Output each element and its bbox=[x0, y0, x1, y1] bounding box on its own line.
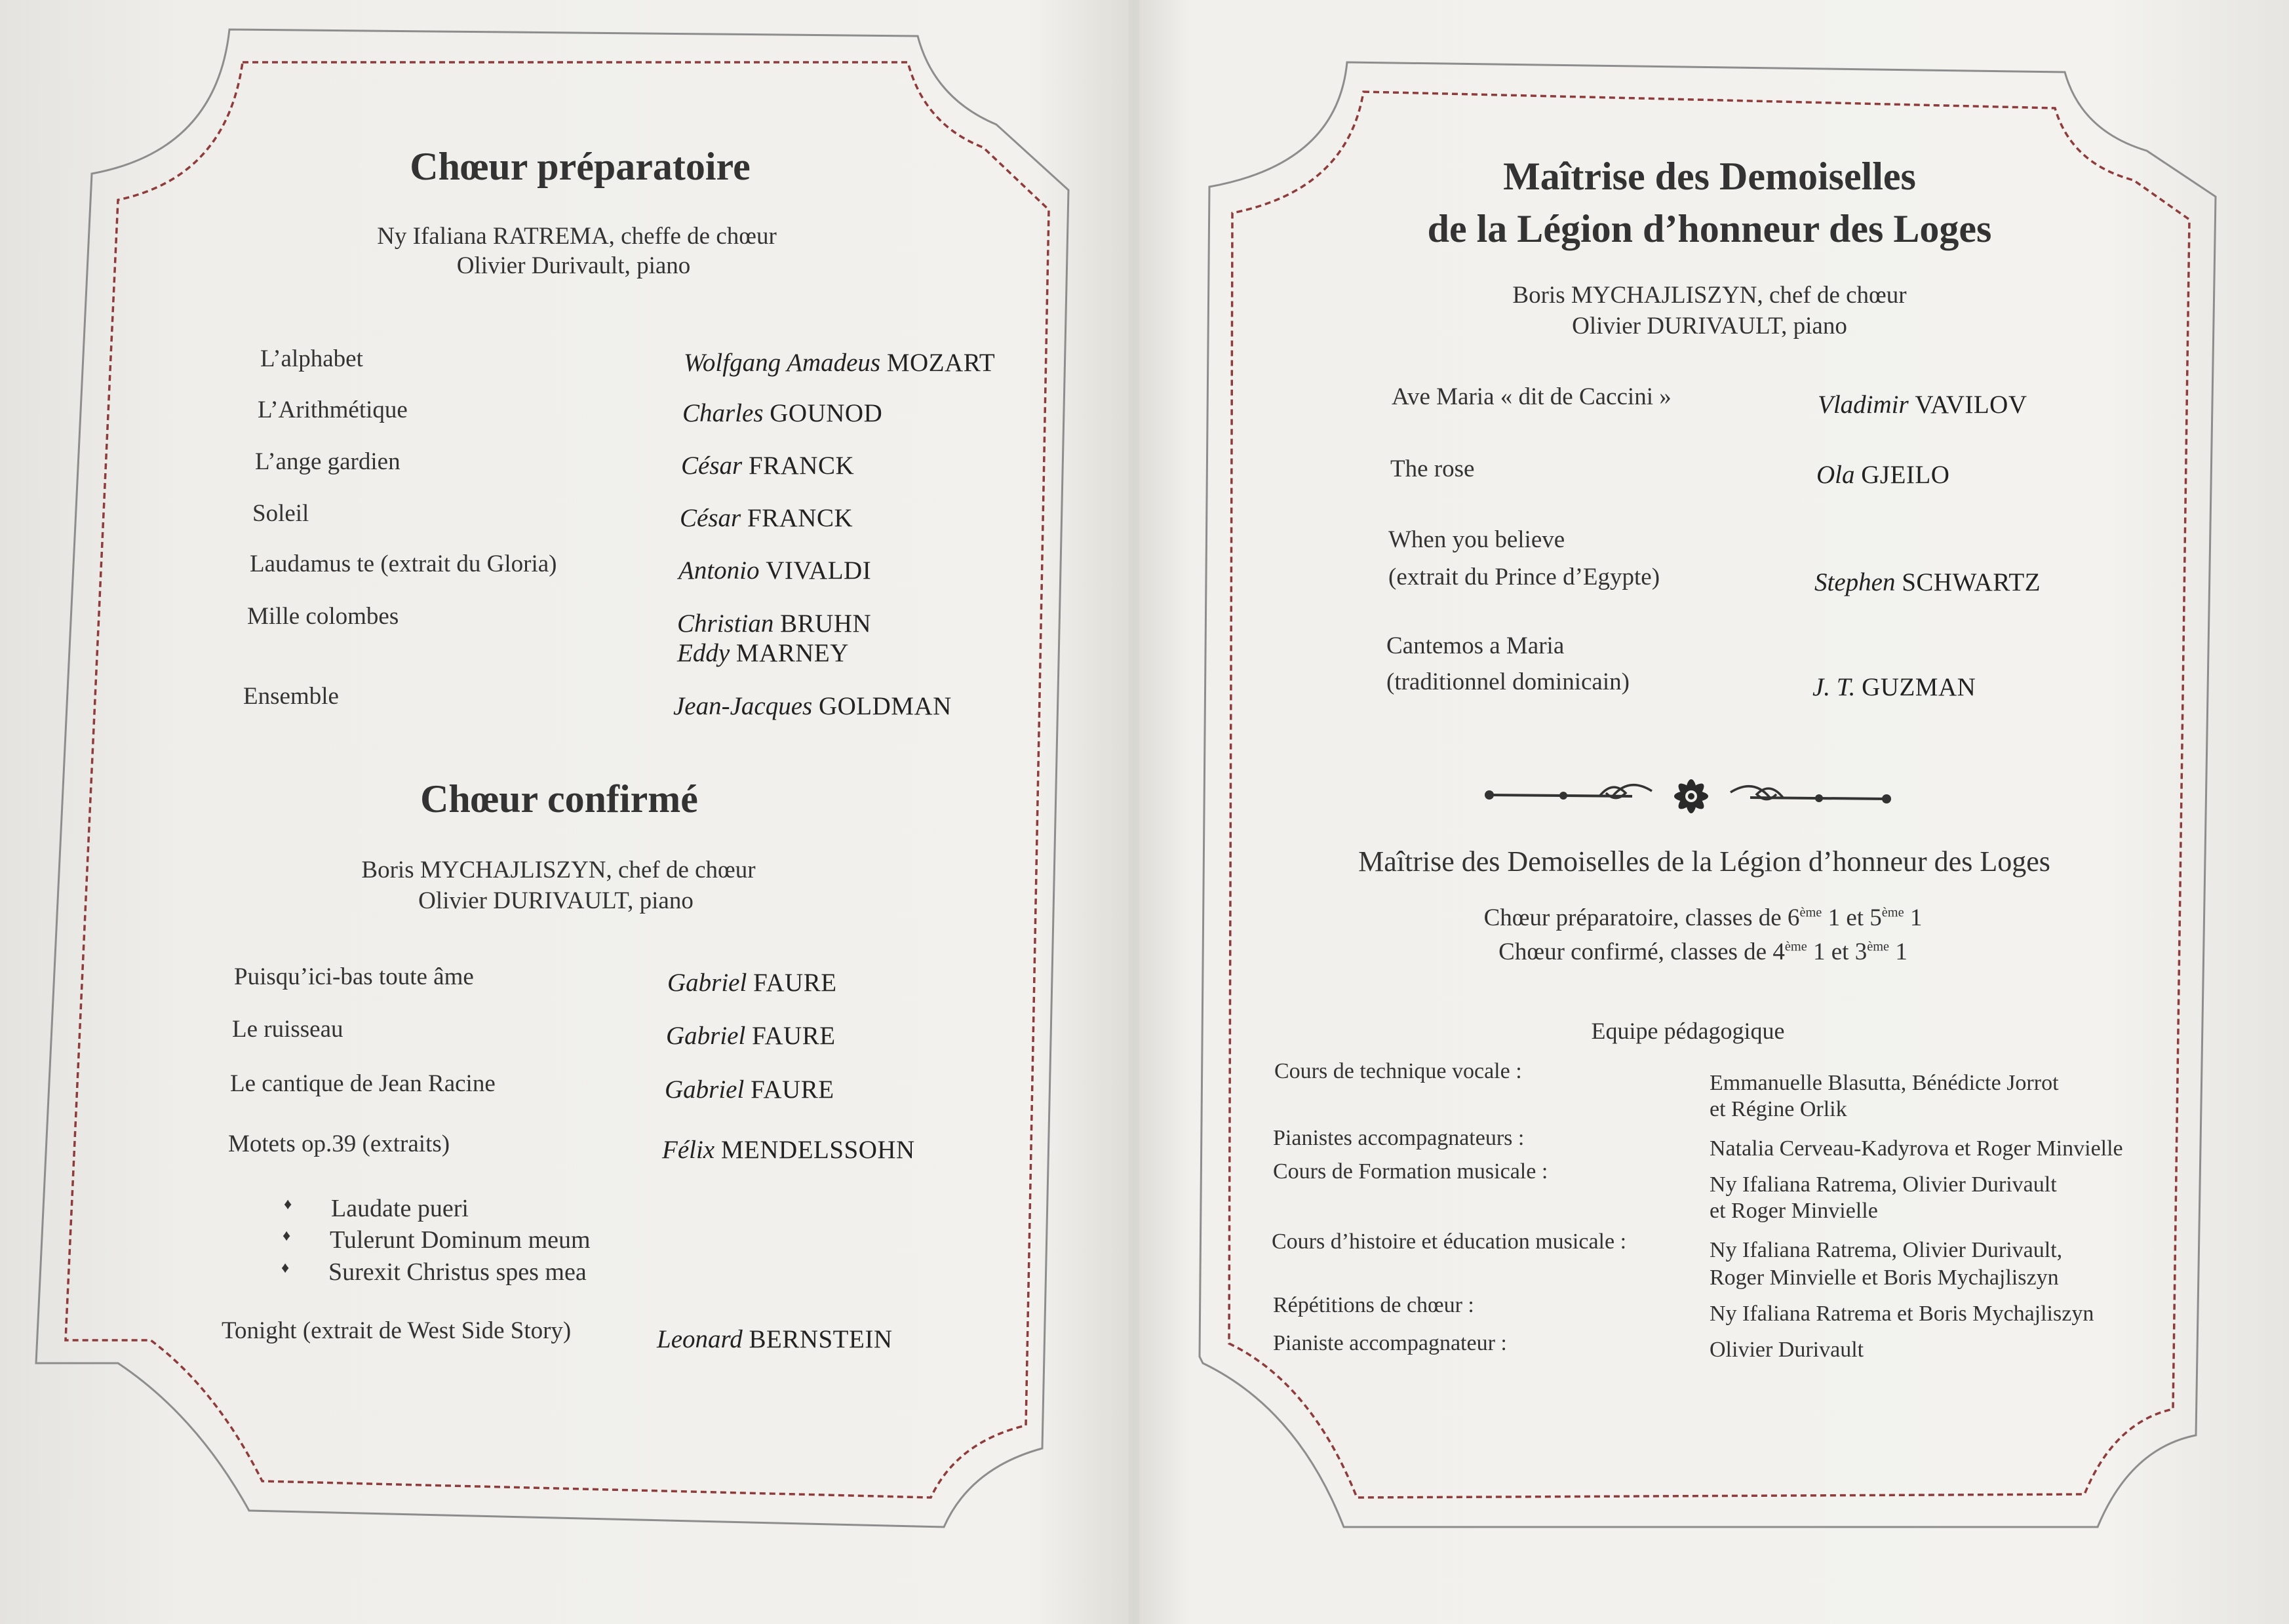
work-composer: César FRANCK bbox=[680, 504, 853, 532]
work-composer-2: Eddy MARNEY bbox=[677, 639, 849, 667]
work-title: L’ange gardien bbox=[255, 448, 401, 475]
team-role: Cours de technique vocale : bbox=[1274, 1059, 1522, 1083]
work-composer: Gabriel FAURE bbox=[665, 1075, 834, 1104]
right-title-line2: de la Légion d’honneur des Loges bbox=[1427, 207, 1992, 250]
section2-lead2: Olivier DURIVAULT, piano bbox=[418, 887, 694, 914]
team-role: Pianiste accompagnateur : bbox=[1273, 1331, 1507, 1355]
work-title: Puisqu’ici-bas toute âme bbox=[234, 963, 474, 990]
work-composer: Félix MENDELSSOHN bbox=[662, 1136, 915, 1164]
classes-line-2: Chœur confirmé, classes de 4ème 1 et 3ème 1 bbox=[1498, 938, 1908, 965]
work-title: Tonight (extrait de West Side Story) bbox=[222, 1317, 572, 1344]
info-title: Maîtrise des Demoiselles de la Légion d’honneur des Loges bbox=[1358, 845, 2050, 878]
work-subtitle: (extrait du Prince d’Egypte) bbox=[1388, 564, 1660, 590]
work-title: Mille colombes bbox=[247, 603, 399, 630]
work-title: Le cantique de Jean Racine bbox=[230, 1070, 496, 1097]
work-composer: Jean-Jacques GOLDMAN bbox=[673, 692, 952, 720]
work-title: Ave Maria « dit de Caccini » bbox=[1392, 383, 1672, 410]
work-title: Laudamus te (extrait du Gloria) bbox=[250, 551, 557, 577]
work-title: L’alphabet bbox=[260, 345, 363, 372]
team-names: Emmanuelle Blasutta, Bénédicte Jorrot bbox=[1710, 1071, 2059, 1095]
work-title: When you believe bbox=[1388, 526, 1565, 553]
work-title: Cantemos a Maria bbox=[1386, 632, 1565, 659]
right-lead2: Olivier DURIVAULT, piano bbox=[1572, 313, 1847, 339]
team-role: Répétitions de chœur : bbox=[1273, 1293, 1474, 1317]
work-composer: César FRANCK bbox=[681, 452, 855, 480]
work-title: The rose bbox=[1390, 455, 1475, 482]
work-title: Motets op.39 (extraits) bbox=[228, 1131, 450, 1157]
right-title-line1: Maîtrise des Demoiselles bbox=[1503, 155, 1916, 198]
flower-divider-icon bbox=[1481, 770, 1901, 822]
team-role: Pianistes accompagnateurs : bbox=[1273, 1126, 1525, 1150]
team-names-cont: et Roger Minvielle bbox=[1710, 1199, 1878, 1223]
team-role: Cours d’histoire et éducation musicale : bbox=[1272, 1229, 1627, 1254]
team-names: Olivier Durivault bbox=[1710, 1338, 1864, 1362]
work-title: Le ruisseau bbox=[232, 1016, 343, 1043]
team-role: Cours de Formation musicale : bbox=[1273, 1159, 1548, 1184]
work-composer: Christian BRUHN bbox=[677, 609, 872, 638]
motet-item: ♦ Laudate pueri bbox=[331, 1195, 469, 1224]
work-composer: Vladimir VAVILOV bbox=[1818, 391, 2027, 419]
team-title: Equipe pédagogique bbox=[1591, 1018, 1785, 1044]
work-subtitle: (traditionnel dominicain) bbox=[1386, 668, 1630, 695]
motet-item: ♦ Tulerunt Dominum meum bbox=[330, 1226, 591, 1255]
work-composer: Leonard BERNSTEIN bbox=[657, 1325, 893, 1353]
team-names: Ny Ifaliana Ratrema et Boris Mychajliszyn bbox=[1710, 1302, 2094, 1326]
section2-lead1: Boris MYCHAJLISZYN, chef de chœur bbox=[361, 857, 756, 883]
team-names-cont: et Régine Orlik bbox=[1710, 1097, 1847, 1121]
right-lead1: Boris MYCHAJLISZYN, chef de chœur bbox=[1512, 282, 1907, 309]
work-composer: Gabriel FAURE bbox=[667, 969, 837, 997]
fold-line bbox=[1129, 0, 1139, 1624]
team-names: Ny Ifaliana Ratrema, Olivier Durivault bbox=[1710, 1172, 2057, 1197]
work-composer: Stephen SCHWARTZ bbox=[1814, 568, 2041, 596]
section1-lead1: Ny Ifaliana RATREMA, cheffe de chœur bbox=[377, 223, 777, 250]
work-composer: J. T. GUZMAN bbox=[1812, 673, 1976, 701]
team-names: Natalia Cerveau-Kadyrova et Roger Minvielle bbox=[1710, 1136, 2123, 1161]
classes-line-1: Chœur préparatoire, classes de 6ème 1 et 5ème 1 bbox=[1483, 904, 1923, 931]
work-title: Soleil bbox=[252, 500, 309, 527]
work-title: Ensemble bbox=[243, 683, 339, 710]
work-composer: Antonio VIVALDI bbox=[678, 556, 872, 585]
work-composer: Gabriel FAURE bbox=[666, 1022, 836, 1050]
section1-lead2: Olivier Durivault, piano bbox=[456, 252, 691, 279]
team-names-cont: Roger Minvielle et Boris Mychajliszyn bbox=[1710, 1266, 2059, 1290]
work-composer: Charles GOUNOD bbox=[682, 399, 883, 427]
section1-title: Chœur préparatoire bbox=[410, 145, 751, 188]
work-title: L’Arithmétique bbox=[258, 396, 408, 423]
motet-item: ♦ Surexit Christus spes mea bbox=[328, 1258, 587, 1287]
team-names: Ny Ifaliana Ratrema, Olivier Durivault, bbox=[1710, 1238, 2063, 1262]
section2-title: Chœur confirmé bbox=[420, 777, 698, 821]
work-composer: Wolfgang Amadeus MOZART bbox=[684, 349, 996, 377]
work-composer: Ola GJEILO bbox=[1816, 461, 1950, 489]
